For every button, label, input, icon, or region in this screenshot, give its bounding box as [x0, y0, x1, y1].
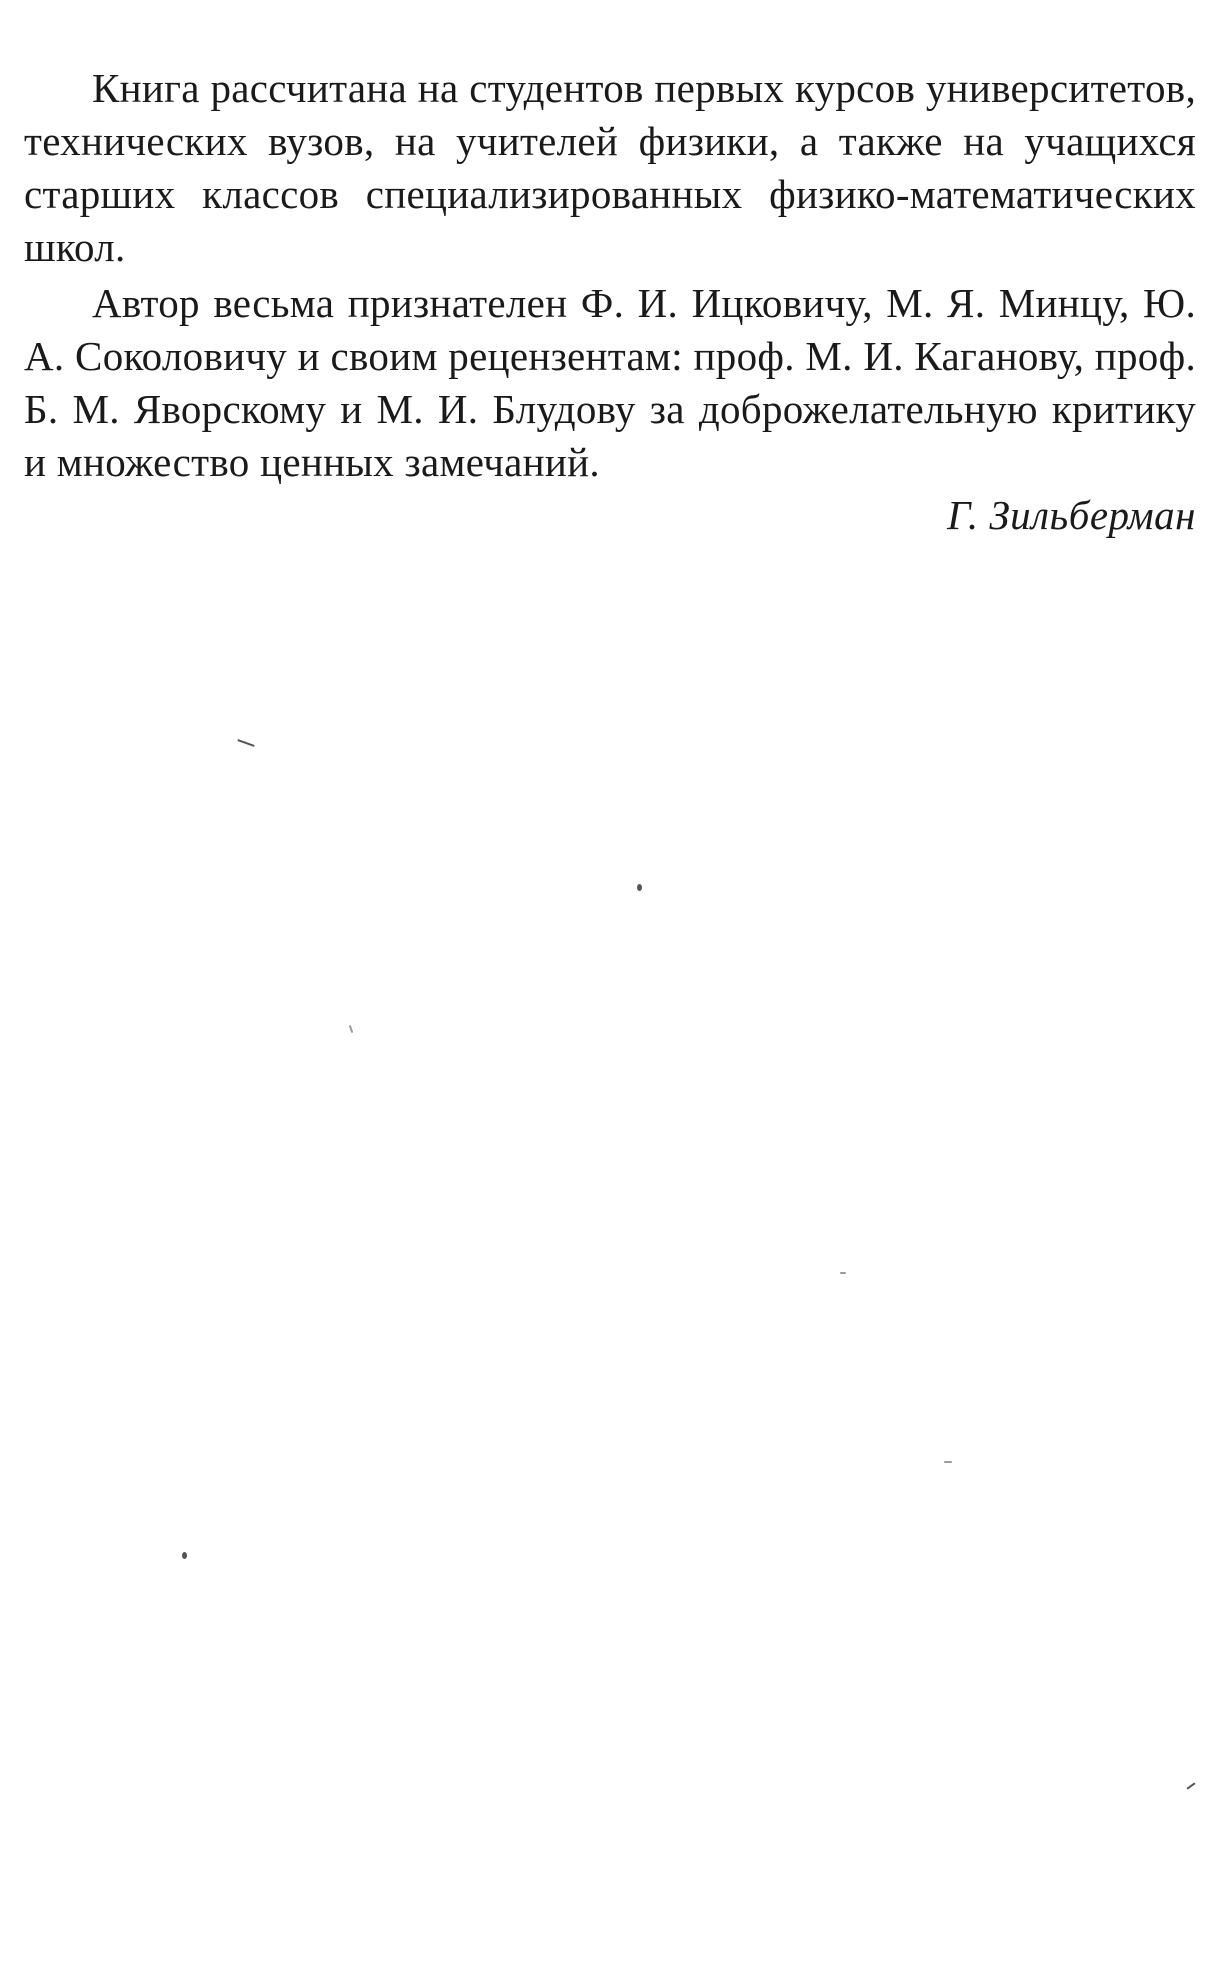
- scan-speck: [944, 1461, 952, 1463]
- scan-speck: [237, 739, 255, 747]
- scan-speck: [840, 1272, 846, 1274]
- scan-speck: [349, 1025, 354, 1033]
- scan-speck: [637, 884, 642, 891]
- intended-audience-paragraph: Книга рассчитана на студентов первых курсов университетов, технических вузов, на учителей физики, а также на учащихся старших классов специализированных физико-математических школ.: [24, 65, 1196, 270]
- acknowledgements-paragraph: Автор весьма признателен Ф. И. Ицковичу, М. Я. Минцу, Ю. А. Соколовичу и своим рецензентам: проф. М. И. Каганову, проф. Б. М. Яворскому и М. И. Блудову за доброжелательную критику и множество ценных замечаний.: [24, 280, 1196, 485]
- document-page: [24, 62, 1196, 542]
- author-signature: Г. Зильберман: [947, 492, 1196, 538]
- scan-speck: [1186, 1782, 1195, 1789]
- scan-speck: [182, 1552, 187, 1559]
